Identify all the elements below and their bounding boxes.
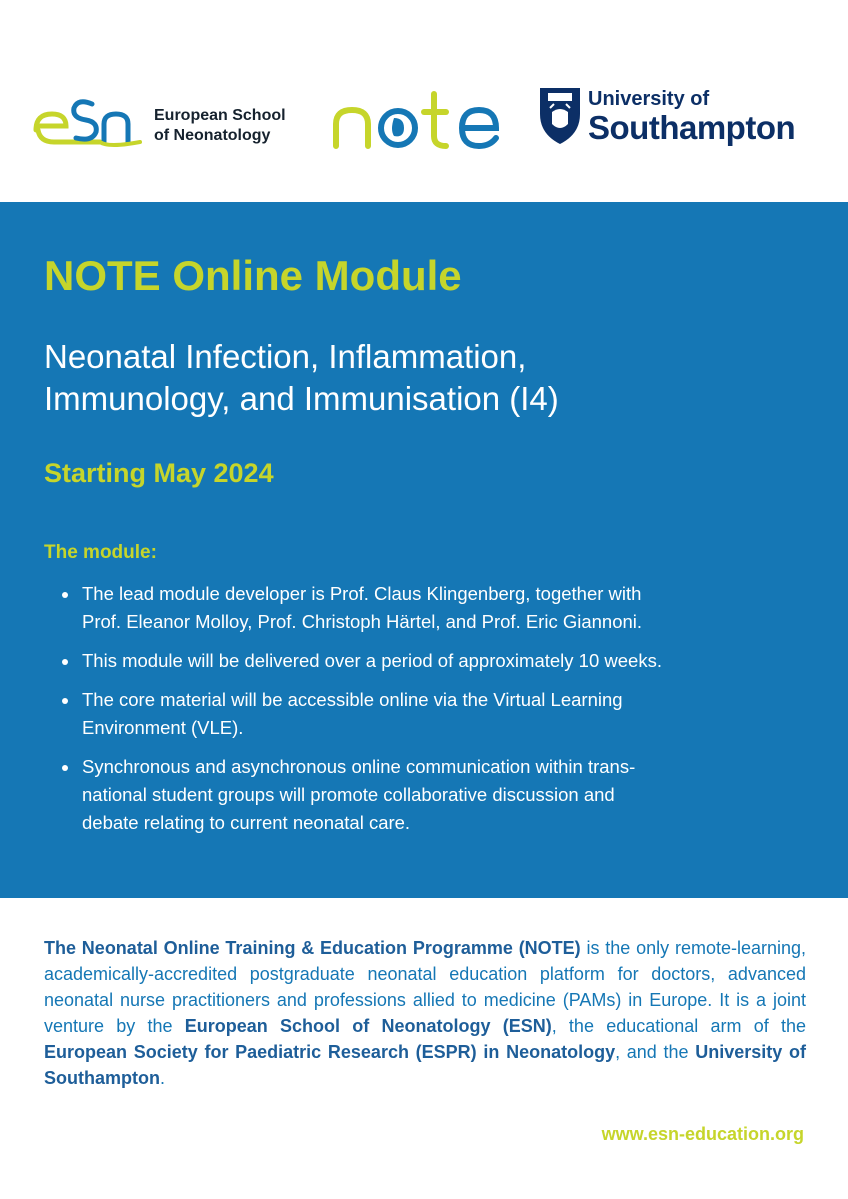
esn-logo [30, 84, 300, 154]
bullet-dot-icon [62, 698, 68, 704]
bullet-dot-icon [62, 765, 68, 771]
start-date: Starting May 2024 [44, 458, 274, 488]
module-info-panel [0, 202, 848, 898]
section-heading: The module: [44, 542, 157, 563]
esn-name: European School of Neonatology (ESN) [184, 1016, 552, 1036]
southampton-logo-line2: Southampton [588, 109, 796, 146]
university-name: University of Southampton [44, 1042, 806, 1088]
bullet-line: This module will be delivered over a period of approximately 10 weeks. [82, 650, 662, 671]
module-subtitle [44, 336, 559, 420]
module-bullet-list [62, 580, 822, 848]
esn-logo-mark-icon [30, 84, 150, 154]
esn-logo-text [154, 106, 286, 146]
southampton-logo-line1: University of [588, 88, 710, 110]
bullet-item [62, 580, 822, 636]
bullet-item [62, 686, 822, 742]
description-text: , and the [615, 1042, 696, 1062]
bullet-line: Prof. Eleanor Molloy, Prof. Christoph Härtel, and Prof. Eric Giannoni. [82, 611, 643, 632]
description-text: is the only remote-learning, academically-accredited postgraduate neonatal education platform for doctors, advanced neonatal nurse practitioners and professions allied to medicine (PAMs) in Europe. It is a joint venture by the [44, 938, 807, 1036]
description-text: , the educational arm of the [551, 1016, 806, 1036]
bullet-line: national student groups will promote collaborative discussion and [82, 784, 615, 805]
bullet-item [62, 647, 822, 675]
module-subtitle-line: Immunology, and Immunisation (I4) [44, 380, 559, 417]
southampton-logo-text [588, 88, 795, 146]
programme-name: The Neonatal Online Training & Education Programme (NOTE) [44, 938, 581, 958]
website-link[interactable]: www.esn-education.org [601, 1124, 804, 1144]
bullet-line: The lead module developer is Prof. Claus Klingenberg, together with [82, 583, 642, 604]
southampton-crest-icon [538, 84, 582, 146]
bullet-line: Environment (VLE). [82, 717, 244, 738]
southampton-logo [538, 84, 838, 154]
page-title: NOTE Online Module [44, 252, 462, 299]
module-subtitle-line: Neonatal Infection, Inflammation, [44, 338, 527, 375]
note-logo [330, 88, 505, 150]
bullet-line: The core material will be accessible online via the Virtual Learning [82, 689, 623, 710]
programme-description [44, 935, 806, 1091]
bullet-item [62, 753, 822, 837]
espr-name: European Society for Paediatric Research (ESPR) in Neonatology [44, 1042, 616, 1062]
description-text: . [159, 1068, 165, 1088]
bullet-line: Synchronous and asynchronous online communication within trans- [82, 756, 636, 777]
bullet-line: debate relating to current neonatal care. [82, 812, 411, 833]
header [0, 0, 848, 202]
note-logo-mark-icon [330, 88, 505, 150]
bullet-dot-icon [62, 592, 68, 598]
esn-logo-line2: of Neonatology [154, 127, 271, 144]
esn-logo-line1: European School [154, 107, 286, 124]
bullet-dot-icon [62, 659, 68, 665]
